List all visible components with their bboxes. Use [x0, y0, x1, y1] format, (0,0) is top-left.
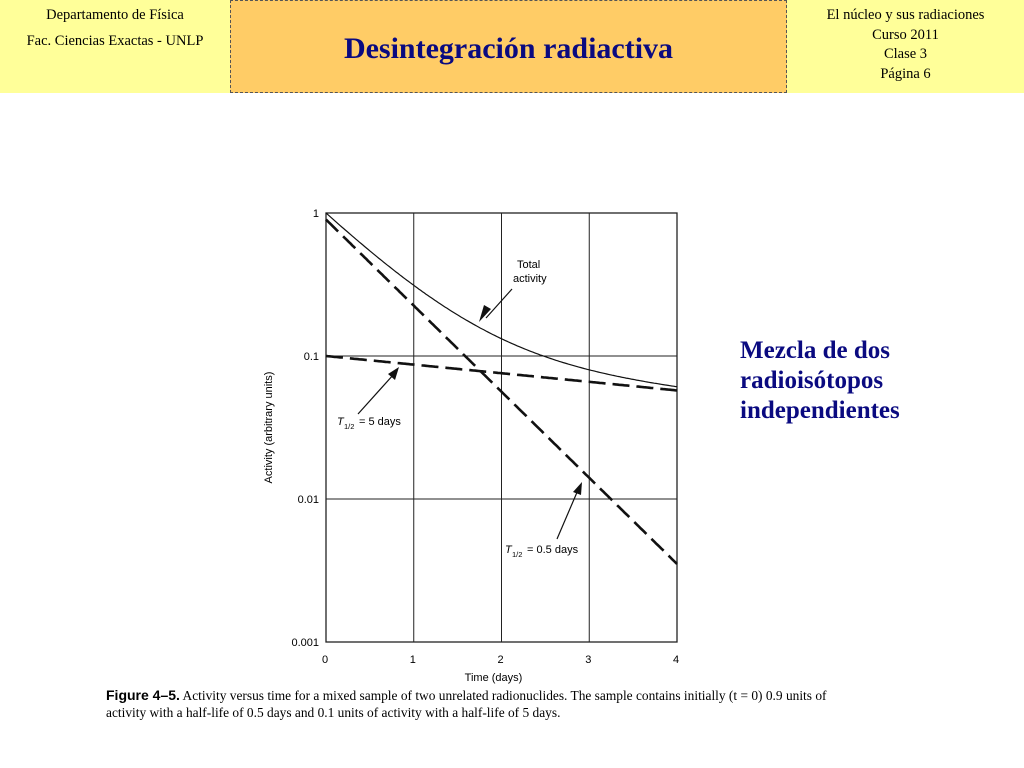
x-axis-label: Time (days) [464, 672, 523, 684]
annotation-total-line2: activity [513, 273, 547, 285]
course-year-label: Curso 2011 [872, 26, 939, 43]
y-tick-label: 1 [312, 208, 319, 220]
y-tick-label: 0.01 [297, 494, 319, 506]
course-topic-label: El núcleo y sus radiaciones [826, 7, 985, 23]
y-axis-label: Activity (arbitrary units) [263, 371, 275, 484]
annotation-halflife-5-value: = 5 days [359, 416, 401, 428]
arrow-halflife-5 [358, 374, 394, 414]
annotation-total-line1: Total [517, 259, 541, 271]
y-tick-label: 0.1 [303, 351, 319, 363]
side-note: Mezcla de dos radioisótopos independientes [740, 337, 900, 424]
x-tick-label: 1 [409, 654, 416, 666]
department-label: Departamento de Física [46, 7, 184, 23]
class-number-label: Clase 3 [883, 46, 928, 62]
x-tick-label: 4 [673, 654, 680, 666]
annotation-halflife-0-5-symbol: T [505, 544, 512, 556]
y-tick-label: 0.001 [291, 637, 319, 649]
x-tick-label: 0 [322, 654, 329, 666]
arrow-halflife-0-5 [557, 490, 578, 539]
annotation-halflife-5-symbol: T [337, 416, 344, 428]
caption-text: Activity versus time for a mixed sample of two unrelated radionuclides. The sample contains initially (t = 0) 0.9 units of activity with a half-life of 0.5 days and 0.1 units of activity with a half-life of 5 days. [106, 688, 827, 720]
page-title: Desintegración radiactiva [343, 31, 674, 65]
arrow-total-activity [486, 289, 512, 318]
figure-label: Figure 4–5. [106, 687, 180, 703]
x-tick-label: 2 [497, 654, 504, 666]
annotation-halflife-0-5-value: = 0.5 days [527, 544, 579, 556]
arrowhead-halflife-0-5 [573, 482, 582, 495]
page-number-label: Página 6 [880, 65, 931, 82]
figure-caption [106, 687, 846, 721]
faculty-label: Fac. Ciencias Exactas - UNLP [26, 33, 204, 49]
annotation-halflife-5-subscript: 1/2 [344, 422, 355, 431]
annotation-halflife-0-5-subscript: 1/2 [512, 550, 523, 559]
x-tick-label: 3 [585, 654, 592, 666]
arrowhead-total-activity [479, 305, 491, 322]
